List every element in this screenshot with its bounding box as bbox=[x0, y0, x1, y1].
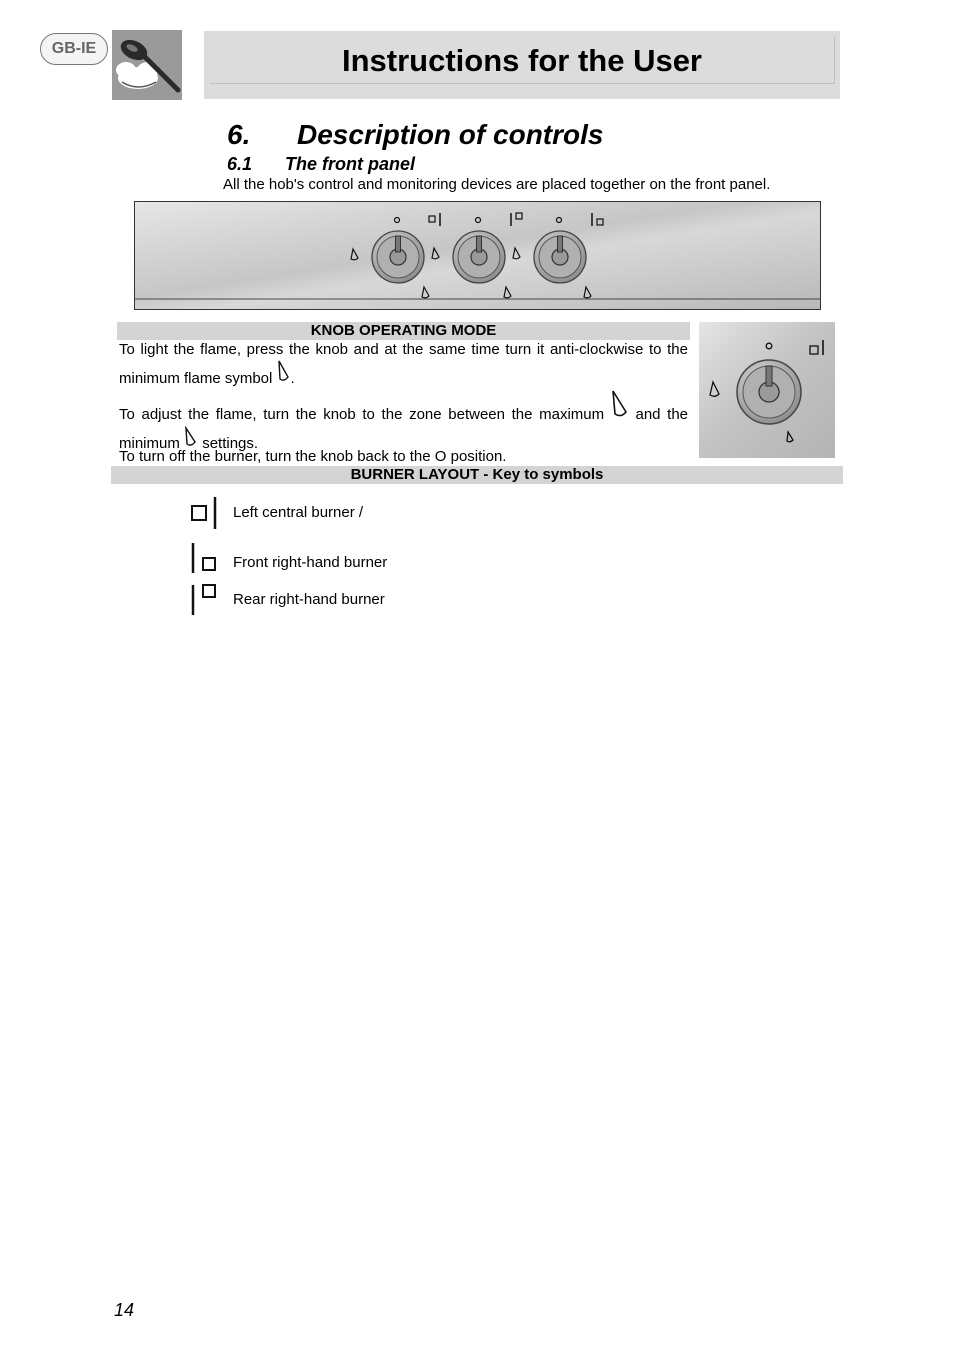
chef-spoon-logo bbox=[112, 30, 182, 100]
adjust-flame-instruction bbox=[119, 389, 688, 455]
front-panel-illustration bbox=[134, 201, 821, 310]
section-number: 6. bbox=[227, 119, 251, 150]
burner-key-label-2: Front right-hand burner bbox=[233, 554, 388, 571]
chef-hat-icon bbox=[112, 30, 182, 100]
burner-key-label-1: Left central burner / bbox=[233, 504, 364, 521]
burner-key-label-3: Rear right-hand burner bbox=[233, 591, 385, 608]
rear-right-burner-icon bbox=[190, 583, 220, 616]
turn-off-instruction: To turn off the burner, turn the knob back to the O position. bbox=[119, 448, 507, 465]
intro-text: All the hob's control and monitoring devices are placed together on the front panel. bbox=[223, 176, 771, 193]
subsection-title: The front panel bbox=[285, 154, 415, 174]
section-title: Description of controls bbox=[297, 119, 604, 150]
subsection-number: 6.1 bbox=[227, 154, 253, 174]
page-title: Instructions for the User bbox=[342, 43, 702, 78]
min-flame-icon bbox=[277, 359, 291, 383]
light-flame-text: To light the flame, press the knob and at the same time turn it anti-clockwise to the minimum flame symbol bbox=[119, 341, 688, 387]
adjust-flame-text: To adjust the flame, turn the knob to the zone between the maximum bbox=[119, 406, 605, 423]
page-number: 14 bbox=[114, 1300, 135, 1320]
front-right-burner-icon bbox=[190, 542, 220, 574]
subsection-heading bbox=[227, 154, 415, 175]
section-heading bbox=[227, 119, 603, 151]
adjust-flame-text-end: settings. bbox=[202, 435, 259, 452]
left-central-burner-icon bbox=[190, 495, 220, 531]
region-badge: GB-IE bbox=[40, 33, 108, 65]
adjust-flame-text-mid: and the minimum bbox=[119, 406, 689, 452]
min-flame-icon bbox=[184, 426, 198, 448]
knob-operating-mode-heading: KNOB OPERATING MODE bbox=[117, 322, 690, 340]
light-flame-text-end: . bbox=[290, 370, 295, 387]
max-flame-icon bbox=[611, 389, 629, 419]
light-flame-instruction bbox=[119, 341, 688, 388]
burner-layout-heading: BURNER LAYOUT - Key to symbols bbox=[111, 466, 843, 484]
knob-detail-illustration bbox=[699, 322, 835, 458]
